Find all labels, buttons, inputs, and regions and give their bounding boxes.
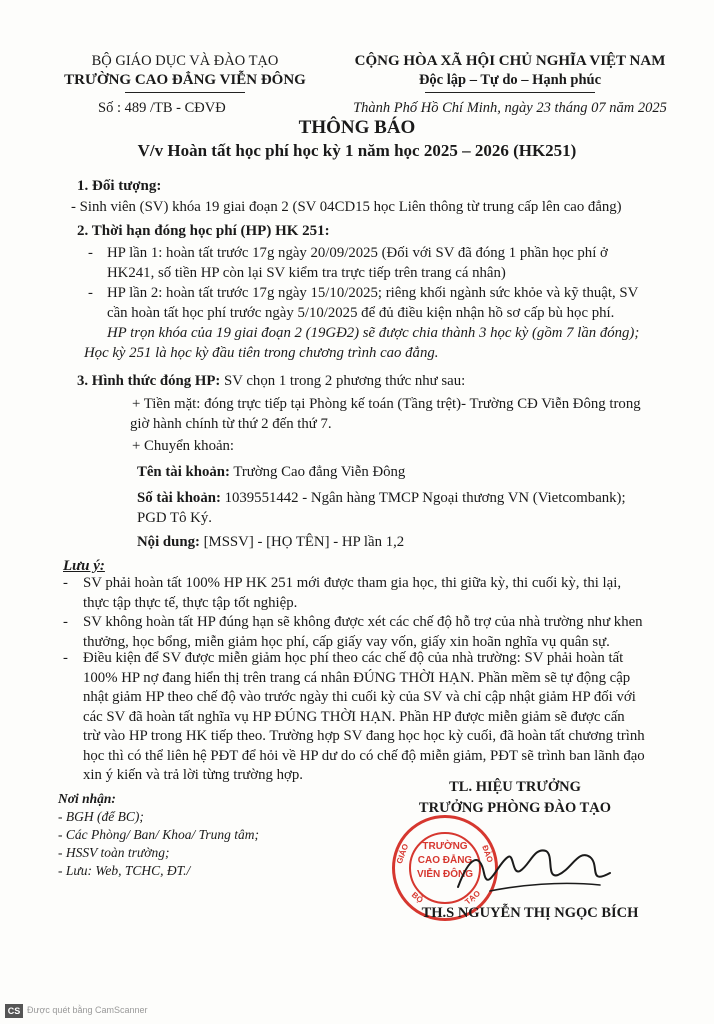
note-3-dash: - bbox=[63, 650, 68, 666]
seal-ring-right: ĐÀO bbox=[480, 843, 495, 864]
camscanner-logo-icon: CS bbox=[5, 1004, 23, 1018]
recipients-heading: Nơi nhận: bbox=[58, 791, 116, 806]
section-3-intro: SV chọn 1 trong 2 phương thức như sau: bbox=[220, 373, 466, 389]
seal-ring-bottom-left: BỘ bbox=[409, 890, 425, 905]
seal-text-line2: CAO ĐẲNG bbox=[417, 855, 473, 866]
account-name: Trường Cao đẳng Viễn Đông bbox=[229, 464, 406, 480]
scanner-footer bbox=[0, 1000, 714, 1024]
place-date: Thành Phố Hồ Chí Minh, ngày 23 tháng 07 năm 2025 bbox=[353, 100, 667, 116]
seal-ring-left: GIÁO bbox=[394, 842, 411, 865]
note-3-line7: xin ý kiến và trả lời từng trường hợp. bbox=[83, 767, 303, 783]
section-2-item-1-dash: - bbox=[88, 245, 93, 261]
ministry-name: BỘ GIÁO DỤC VÀ ĐÀO TẠO bbox=[91, 53, 279, 69]
signature-title-2: TRƯỞNG PHÒNG ĐÀO TẠO bbox=[418, 800, 612, 816]
payment-cash-line1: + Tiền mặt: đóng trực tiếp tại Phòng kế toán (Tầng trệt)- Trường CĐ Viễn Đông trong bbox=[132, 396, 641, 412]
section-1-heading: 1. Đối tượng: bbox=[77, 178, 162, 194]
account-number-line bbox=[137, 489, 626, 528]
note-3-line6: học thì có thể liên hệ PĐT để hỏi về HP dư do có chế độ miễn giảm, PĐT sẽ trình ban lãnh đạo bbox=[83, 747, 645, 764]
recipient-item: - Lưu: Web, TCHC, ĐT./ bbox=[58, 863, 191, 878]
note-3 bbox=[83, 649, 703, 786]
header-right-rule bbox=[425, 92, 595, 93]
section-2-item-1-line2: HK241, số tiền HP còn lại SV kiểm tra trực tiếp trên trang cá nhân) bbox=[107, 264, 506, 281]
payment-cash bbox=[132, 395, 641, 434]
transfer-content: [MSSV] - [HỌ TÊN] - HP lần 1,2 bbox=[199, 534, 405, 550]
note-3-line1: Điều kiện để SV được miễn giảm học phí theo các chế độ của nhà trường: SV phải hoàn tất bbox=[83, 650, 624, 666]
account-branch: PGD Tô Ký. bbox=[137, 509, 212, 526]
section-2-item-2-line1: HP lần 2: hoàn tất trước 17g ngày 15/10/2025; riêng khối ngành sức khỏe và kỹ thuật, SV bbox=[107, 285, 639, 301]
section-2-item-2-dash: - bbox=[88, 285, 93, 301]
note-2 bbox=[83, 613, 643, 652]
section-2-item-1-line1: HP lần 1: hoàn tất trước 17g ngày 20/09/2025 (Đối với SV đã đóng 1 phần học phí ở bbox=[107, 245, 608, 261]
section-2-item-2 bbox=[107, 284, 638, 323]
note-3-line2: 100% HP nợ đang hiển thị trên trang cá nhân ĐÚNG THỜI HẠN. Phần mềm sẽ tự động cập bbox=[83, 669, 631, 686]
section-2-note-line1: HP trọn khóa của 19 giai đoạn 2 (19GĐ2) sẽ được chia thành 3 học kỳ (gồm 7 lần đóng); bbox=[107, 325, 640, 341]
recipient-item: - HSSV toàn trường; bbox=[58, 845, 170, 860]
account-number-label: Số tài khoản: bbox=[137, 490, 221, 506]
note-1-dash: - bbox=[63, 575, 68, 591]
section-3-heading-line bbox=[77, 372, 465, 392]
note-1 bbox=[83, 574, 621, 613]
section-2-note-line2: Học kỳ 251 là học kỳ đầu tiên trong chương trình cao đẳng. bbox=[84, 345, 439, 361]
header-right bbox=[325, 52, 695, 118]
section-3-heading: 3. Hình thức đóng HP: bbox=[77, 373, 221, 389]
recipient-item: - BGH (để BC); bbox=[58, 809, 144, 824]
handwritten-signature bbox=[450, 835, 620, 905]
seal-text-line3: VIỄN ĐÔNG bbox=[416, 869, 474, 880]
transfer-content-line bbox=[137, 533, 404, 553]
doc-title: THÔNG BÁO bbox=[298, 117, 416, 138]
note-1-line1: SV phải hoàn tất 100% HP HK 251 mới được tham gia học, thi giữa kỳ, thi cuối kỳ, thi lại, bbox=[83, 575, 622, 591]
recipient-item: - Các Phòng/ Ban/ Khoa/ Trung tâm; bbox=[58, 827, 260, 842]
payment-transfer: + Chuyển khoản: bbox=[132, 438, 235, 454]
notes-heading: Lưu ý: bbox=[63, 558, 105, 574]
note-1-line2: thực tập thực tế, thực tập tốt nghiệp. bbox=[83, 594, 298, 611]
recipients-block bbox=[58, 790, 259, 880]
camscanner-text: Được quét bằng CamScanner bbox=[27, 1005, 148, 1015]
note-3-line3: nhật giảm HP theo chế độ vào trước ngày thi cuối kỳ của SV và chỉ cập nhật giảm HP đối với bbox=[83, 689, 636, 705]
header-left-rule bbox=[125, 92, 245, 93]
signer-name: TH.S NGUYỄN THỊ NGỌC BÍCH bbox=[421, 905, 639, 921]
note-3-line5: trừ vào HP trong HK tiếp theo. Trường hợp SV đang học học kỳ cuối, đã hoàn tất chương trình bbox=[83, 728, 645, 744]
payment-cash-line2: giờ hành chính từ thứ 2 đến thứ 7. bbox=[130, 415, 332, 432]
header-left bbox=[60, 52, 310, 118]
nation-title: CỘNG HÒA XÃ HỘI CHỦ NGHĨA VIỆT NAM bbox=[354, 53, 666, 69]
section-2-item-2-line2: cần hoàn tất học phí trước ngày 5/10/2025 để đủ điều kiện nhận hồ sơ cấp bù học phí. bbox=[107, 304, 615, 321]
note-2-line1: SV không hoàn tất HP đúng hạn sẽ không được xét các chế độ hỗ trợ của nhà trường như khen bbox=[83, 614, 643, 630]
nation-motto: Độc lập – Tự do – Hạnh phúc bbox=[418, 72, 602, 88]
seal-ring-bottom-right: TẠO bbox=[463, 888, 483, 907]
section-2-item-1 bbox=[107, 244, 608, 283]
transfer-content-label: Nội dung: bbox=[137, 534, 200, 550]
seal-text-line1: TRƯỜNG bbox=[422, 841, 468, 852]
note-2-line2: thưởng, học bổng, miễn giảm học phí, cấp giấy vay vốn, giấy xin hoãn nghĩa vụ quân sự. bbox=[83, 633, 610, 650]
account-name-line bbox=[137, 463, 405, 483]
doc-subtitle: V/v Hoàn tất học phí học kỳ 1 năm học 2025 – 2026 (HK251) bbox=[137, 141, 577, 160]
note-3-line4: các SV đã hoàn tất nghĩa vụ HP ĐÚNG THỜI HẠN. Phần HP được miễn giảm sẽ được cấn bbox=[83, 708, 625, 725]
doc-number: Số : 489 /TB - CĐVĐ bbox=[98, 100, 226, 116]
account-number: 1039551442 - Ngân hàng TMCP Ngoại thương VN (Vietcombank); bbox=[220, 490, 626, 506]
signature-title-1: TL. HIỆU TRƯỞNG bbox=[449, 779, 581, 795]
account-name-label: Tên tài khoản: bbox=[137, 464, 230, 480]
school-name: TRƯỜNG CAO ĐẲNG VIỄN ĐÔNG bbox=[64, 72, 306, 88]
section-1-text: - Sinh viên (SV) khóa 19 giai đoạn 2 (SV 04CD15 học Liên thông từ trung cấp lên cao đẳng) bbox=[71, 199, 622, 215]
section-2-heading: 2. Thời hạn đóng học phí (HP) HK 251: bbox=[77, 223, 330, 239]
note-2-dash: - bbox=[63, 614, 68, 630]
